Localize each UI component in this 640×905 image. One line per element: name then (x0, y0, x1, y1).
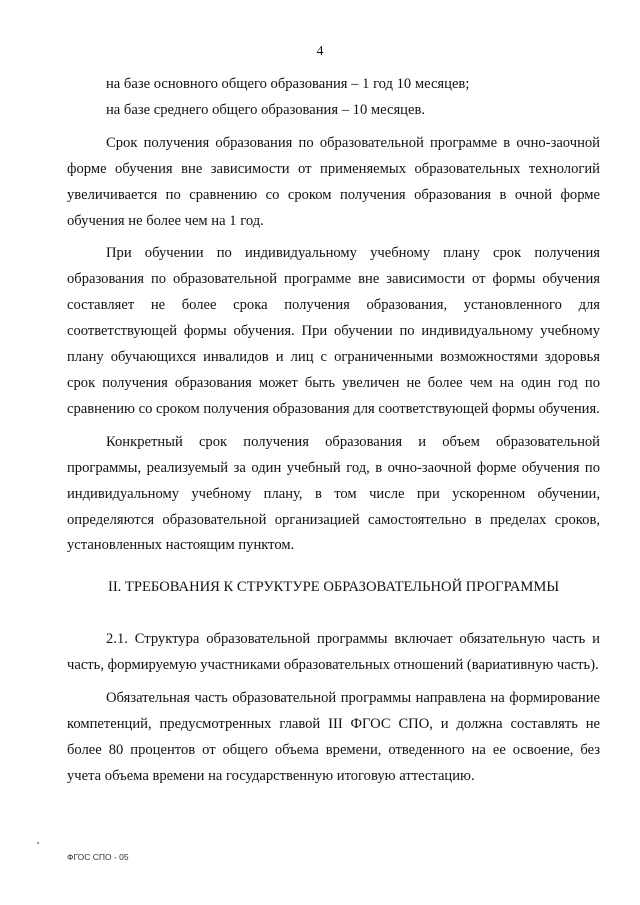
footer-code: ФГОС СПО - 05 (67, 852, 129, 862)
paragraph-basic-education: на базе основного общего образования – 1 год 10 месяцев; (106, 76, 470, 92)
paragraph-individual-plan: При обучении по индивидуальному учебному плану срок получения образования по образовательной программе вне зависимости от формы обучения составляет не более срока получения образования, установленного для соответствующей формы обучения. При обучении по индивидуальному учебному плану обучающихся инвалидов и лиц с ограниченными возможностями здоровья срок получения образования может быть увеличен не более чем на один год по сравнению со сроком получения образования для соответствующей формы обучения. (67, 245, 600, 417)
paragraph-mandatory-part: Обязательная часть образовательной программы направлена на формирование компетенций, предусмотренных главой III ФГОС СПО, и должна составлять не более 80 процентов от общего объема времени, отведенного на ее освоение, без учета объема времени на государственную итоговую аттестацию. (67, 690, 600, 784)
paragraph-structure: 2.1. Структура образовательной программы включает обязательную часть и часть, формируемую участниками образовательных отношений (вариативную часть). (67, 631, 600, 673)
paragraph-part-time-duration: Срок получения образования по образовательной программе в очно-заочной форме обучения вне зависимости от применяемых образовательных технологий увеличивается по сравнению со сроком получения образования в очной форме обучения не более чем на 1 год. (67, 134, 600, 229)
section-2-body (67, 626, 600, 789)
paragraph-secondary-education: на базе среднего общего образования – 10 месяцев. (106, 101, 425, 118)
scan-dot (37, 842, 39, 844)
section-heading: II. ТРЕБОВАНИЯ К СТРУКТУРЕ ОБРАЗОВАТЕЛЬНОЙ ПРОГРАММЫ (107, 579, 560, 595)
paragraph-specific-duration: Конкретный срок получения образования и объем образовательной программы, реализуемый за один учебный год, в очно-заочной форме обучения по индивидуальному учебному плану, в том числе при ускоренном обучении, определяются образовательной организацией самостоятельно в пределах сроков, установленных настоящим пунктом. (67, 433, 600, 554)
section-1-body (67, 72, 600, 559)
page-number: 4 (316, 44, 324, 59)
